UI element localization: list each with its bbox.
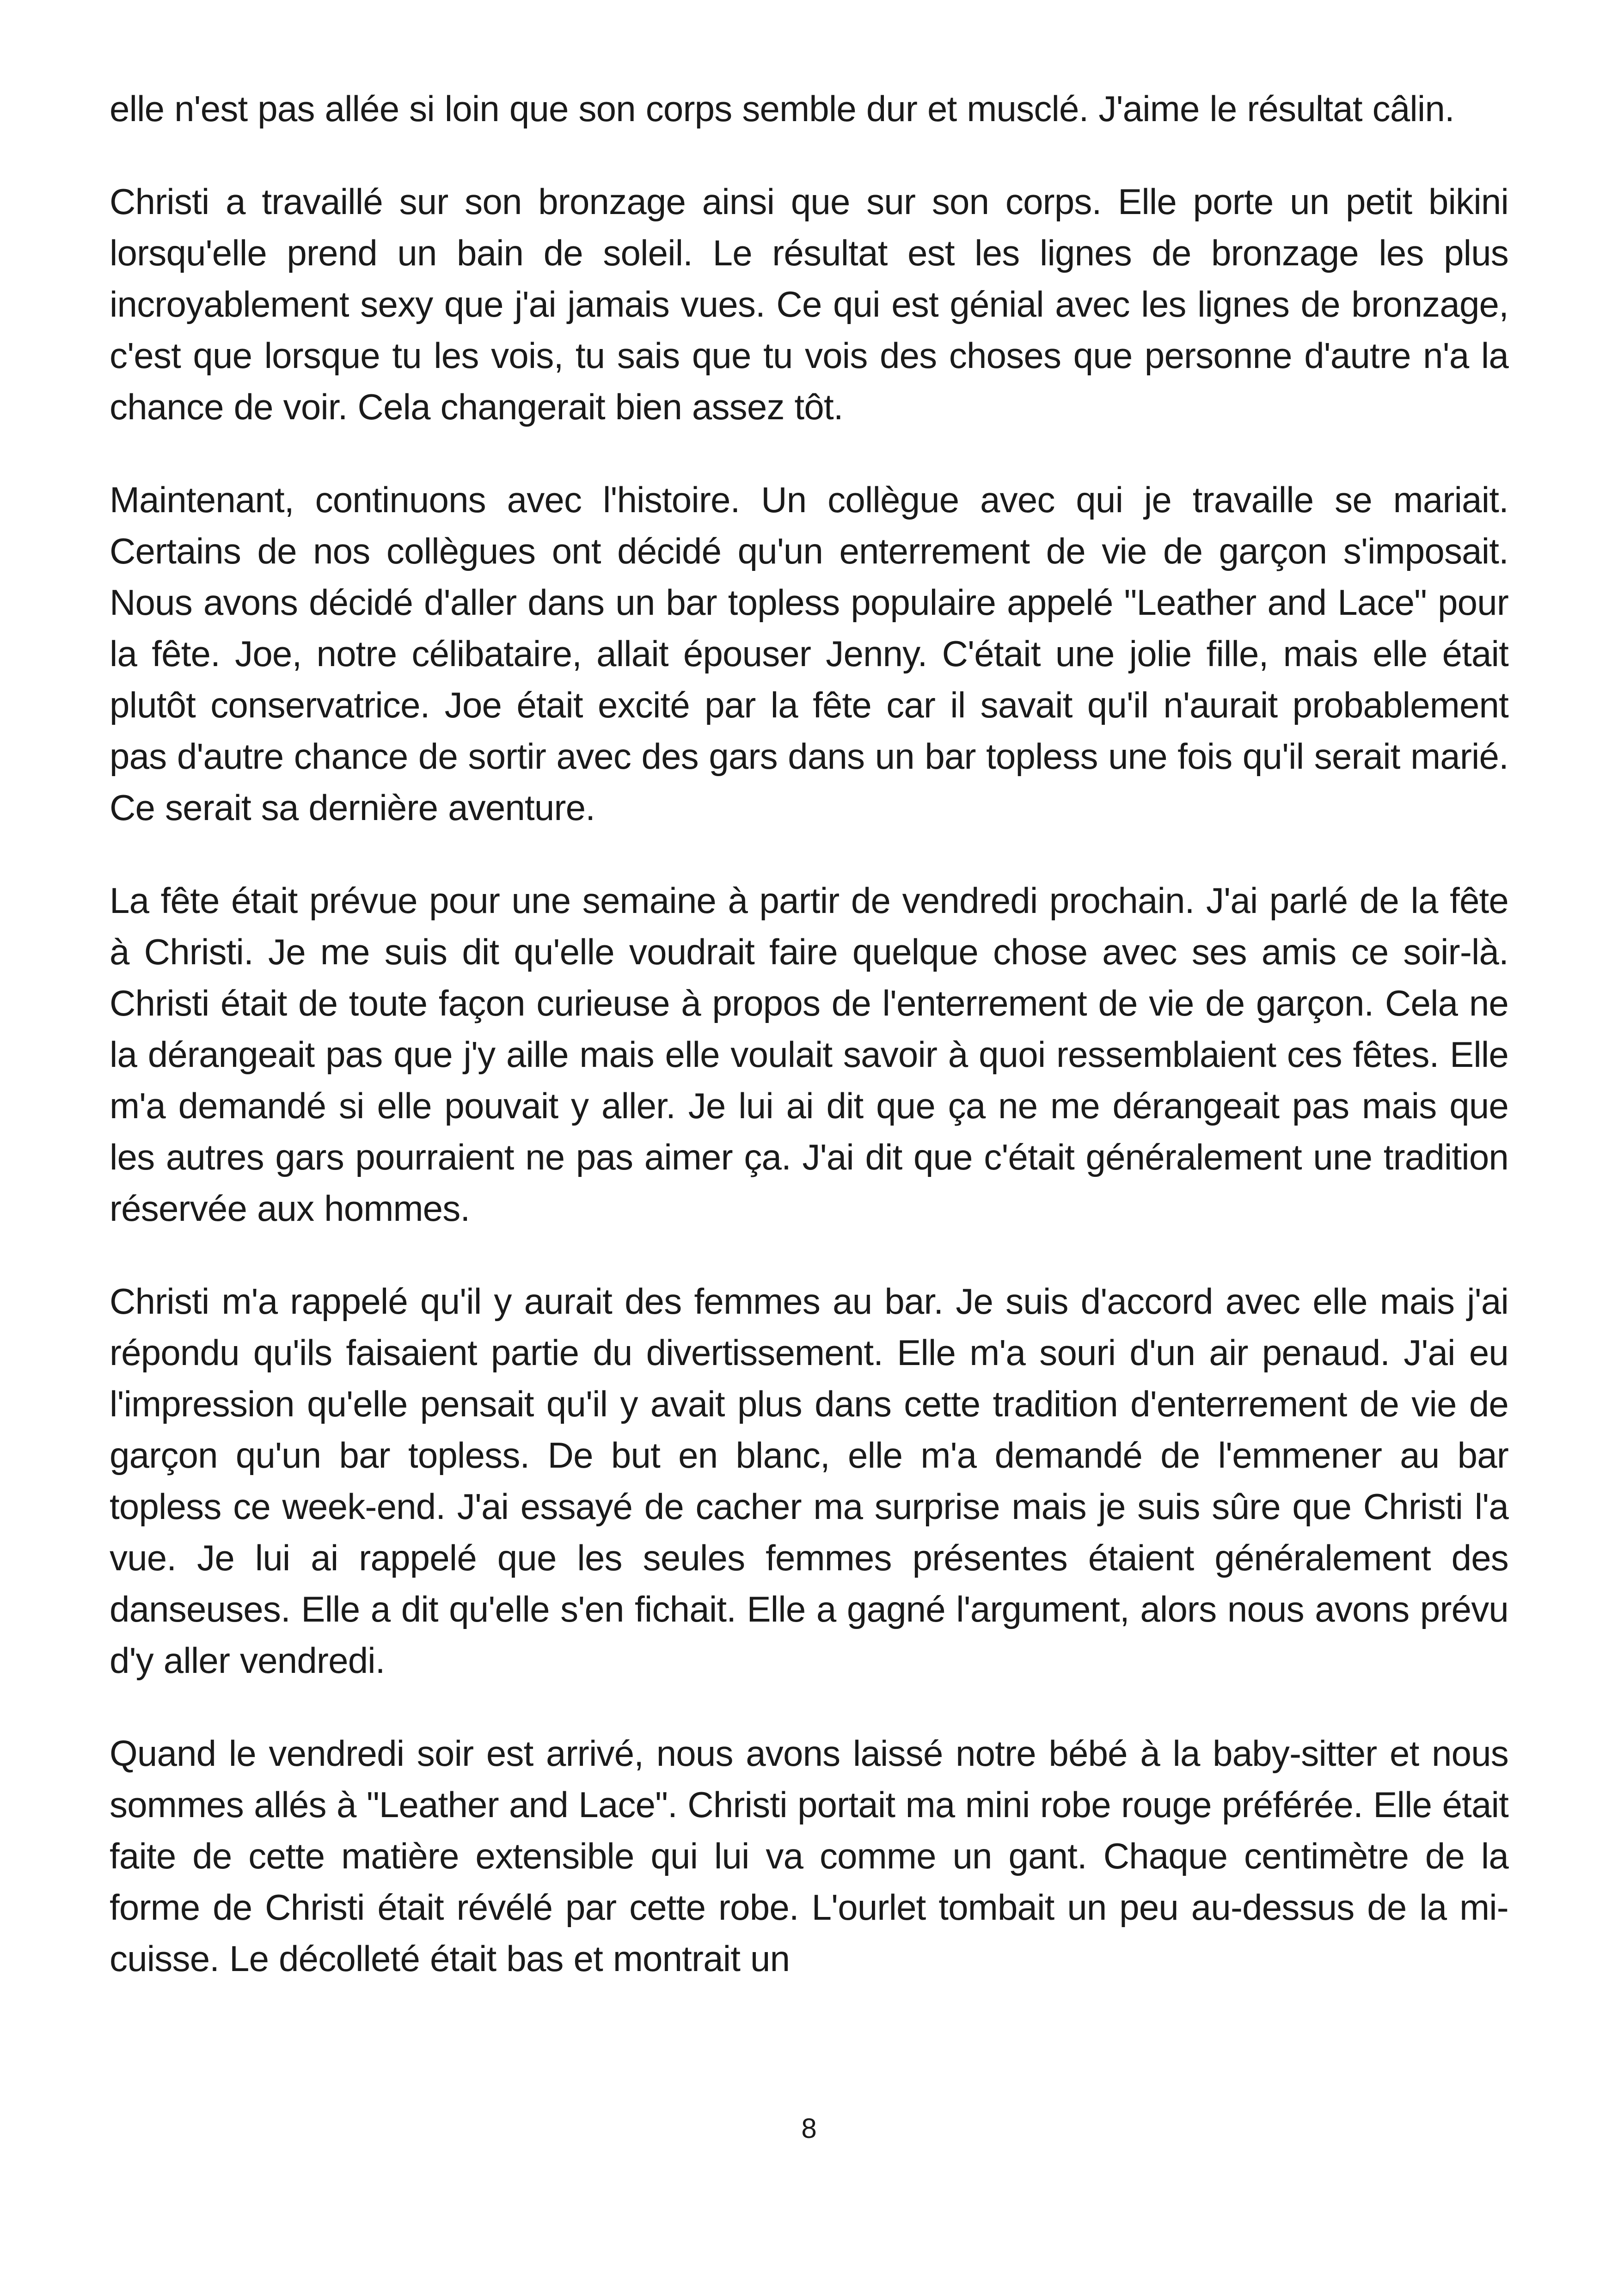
page-number: 8 — [801, 2113, 817, 2144]
paragraph-6: Quand le vendredi soir est arrivé, nous avons laissé notre bébé à la baby-sitter et nous sommes allés à "Leather and Lace". Christi portait ma mini robe rouge préférée. Elle était faite de cette matière extensible qui lui va comme un gant. Chaque centimètre de la forme de Christi était révélé par cette robe. L'ourlet tombait un peu au-dessus de la mi-cuisse. Le décolleté était bas et montrait un — [110, 1733, 1508, 1979]
body-text — [110, 83, 1508, 1984]
paragraph-4: La fête était prévue pour une semaine à partir de vendredi prochain. J'ai parlé de la fête à Christi. Je me suis dit qu'elle voudrait faire quelque chose avec ses amis ce soir-là. Christi était de toute façon curieuse à propos de l'enterrement de vie de garçon. Cela ne la dérangeait pas que j'y aille mais elle voulait savoir à quoi ressemblaient ces fêtes. Elle m'a demandé si elle pouvait y aller. Je lui ai dit que ça ne me dérangeait pas mais que les autres gars pourraient ne pas aimer ça. J'ai dit que c'était généralement une tradition réservée aux hommes. — [110, 880, 1508, 1229]
paragraph-2: Christi a travaillé sur son bronzage ainsi que sur son corps. Elle porte un petit bikini lorsqu'elle prend un bain de soleil. Le résultat est les lignes de bronzage les plus incroyablement sexy que j'ai jamais vues. Ce qui est génial avec les lignes de bronzage, c'est que lorsque tu les vois, tu sais que tu vois des choses que personne d'autre n'a la chance de voir. Cela changerait bien assez tôt. — [110, 181, 1508, 427]
paragraph-3: Maintenant, continuons avec l'histoire. Un collègue avec qui je travaille se mariait. Certains de nos collègues ont décidé qu'un enterrement de vie de garçon s'imposait. Nous avons décidé d'aller dans un bar topless populaire appelé "Leather and Lace" pour la fête. Joe, notre célibataire, allait épouser Jenny. C'était une jolie fille, mais elle était plutôt conservatrice. Joe était excité par la fête car il savait qu'il n'aurait probablement pas d'autre chance de sortir avec des gars dans un bar topless une fois qu'il serait marié. Ce serait sa dernière aventure. — [110, 479, 1508, 828]
paragraph-1: elle n'est pas allée si loin que son corps semble dur et musclé. J'aime le résultat câlin. — [110, 88, 1454, 129]
paragraph-5: Christi m'a rappelé qu'il y aurait des femmes au bar. Je suis d'accord avec elle mais j'ai répondu qu'ils faisaient partie du divertissement. Elle m'a souri d'un air penaud. J'ai eu l'impression qu'elle pensait qu'il y avait plus dans cette tradition d'enterrement de vie de garçon qu'un bar topless. De but en blanc, elle m'a demandé de l'emmener au bar topless ce week-end. J'ai essayé de cacher ma surprise mais je suis sûre que Christi l'a vue. Je lui ai rappelé que les seules femmes présentes étaient généralement des danseuses. Elle a dit qu'elle s'en fichait. Elle a gagné l'argument, alors nous avons prévu d'y aller vendredi. — [110, 1281, 1508, 1681]
